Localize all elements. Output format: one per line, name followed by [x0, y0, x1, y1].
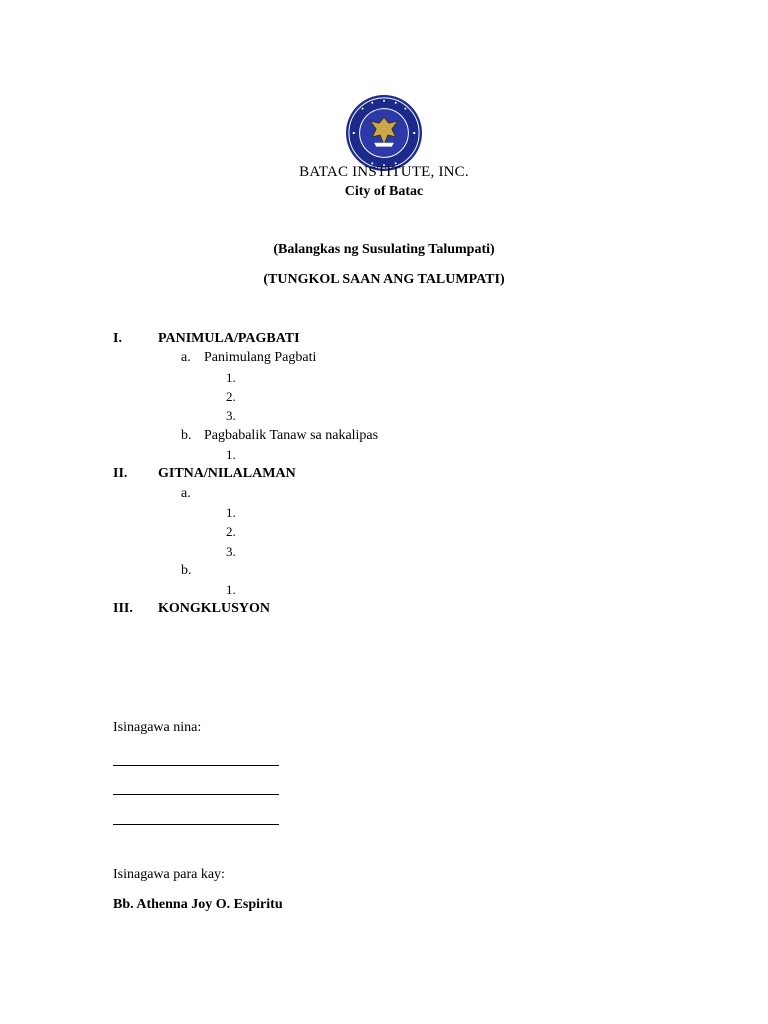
section-1-item-a-letter: a. [181, 350, 191, 365]
signature-line-1 [113, 765, 279, 766]
school-name: BATAC INSTITUTE, INC. [299, 164, 469, 180]
section-1-item-b-text: Pagbabalik Tanaw sa nakalipas [204, 428, 379, 443]
section-3-numeral: III. [113, 601, 133, 616]
signature-line-2 [113, 794, 279, 795]
section-1-item-a-sub-1: 1. [226, 370, 236, 385]
section-2-item-a-sub-3: 3. [226, 544, 236, 559]
teacher-name: Bb. Athenna Joy O. Espiritu [113, 897, 283, 912]
section-2-item-b-sub-1: 1. [226, 582, 236, 597]
section-2-title: GITNA/NILALAMAN [158, 466, 296, 481]
section-1-item-b-sub-1: 1. [226, 447, 236, 462]
section-2-item-a-sub-1: 1. [226, 505, 236, 520]
city-name: City of Batac [344, 184, 424, 199]
document-subtitle: (Balangkas ng Susulating Talumpati) [273, 242, 495, 257]
section-1-item-b-letter: b. [181, 428, 192, 443]
section-1-item-a-sub-2: 2. [226, 389, 236, 404]
section-3-title: KONGKLUSYON [158, 601, 271, 616]
section-2-item-a-sub-2: 2. [226, 524, 236, 539]
section-1-item-a-sub-3: 3. [226, 408, 236, 423]
section-2-numeral: II. [113, 466, 128, 481]
speech-topic: (TUNGKOL SAAN ANG TALUMPATI) [263, 272, 505, 287]
prepared-for-label: Isinagawa para kay: [113, 867, 225, 882]
signature-line-3 [113, 824, 279, 825]
section-1-item-a-text: Panimulang Pagbati [204, 350, 317, 365]
prepared-by-label: Isinagawa nina: [113, 720, 202, 735]
school-seal-logo [345, 94, 423, 172]
section-2-item-b-letter: b. [181, 563, 192, 578]
section-1-numeral: I. [113, 331, 122, 346]
section-1-title: PANIMULA/PAGBATI [158, 331, 300, 346]
section-2-item-a-letter: a. [181, 486, 191, 501]
